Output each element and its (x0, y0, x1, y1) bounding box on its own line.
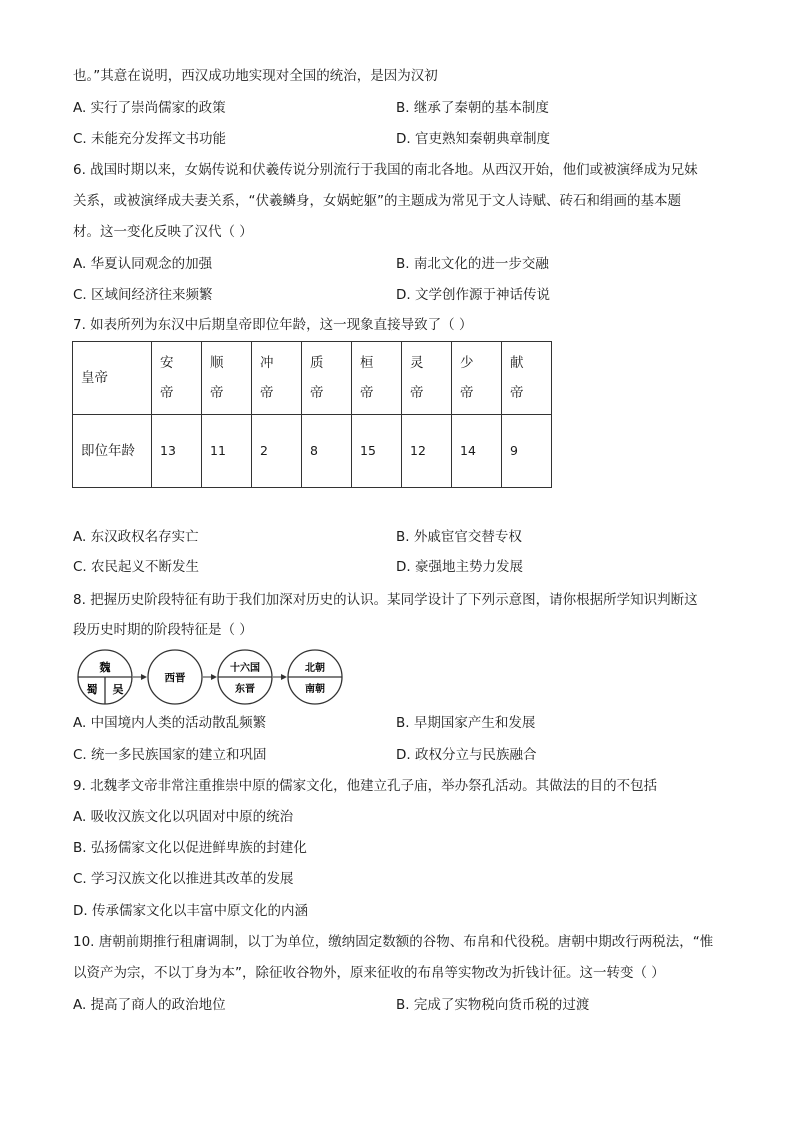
q8-stem-line-1: 8. 把握历史阶段特征有助于我们加深对历史的认识。某同学设计了下列示意图，请你根据所学知识判断这 (73, 592, 698, 608)
q10-option-a[interactable]: A. 提高了商人的政治地位 (73, 997, 226, 1013)
q6-stem-line-2: 关系，或被演绎成夫妻关系，“伏羲鳞身，女娲蛇躯”的主题成为常见于文人诗赋、砖石和绢画的基本题 (73, 193, 681, 209)
label-western-jin: 西晋 (164, 672, 186, 684)
q8-option-d[interactable]: D. 政权分立与民族融合 (396, 747, 537, 763)
q10-stem-line-1: 10. 唐朝前期推行租庸调制，以丁为单位，缴纳固定数额的谷物、布帛和代役税。唐朝中期改行两税法，“惟 (73, 934, 714, 950)
q5-options-row-2 (73, 129, 733, 149)
table-cell-emperor: 冲帝 (252, 342, 302, 415)
label-eastern-jin: 东晋 (235, 684, 255, 695)
q9-option-c[interactable]: C. 学习汉族文化以推进其改革的发展 (73, 871, 294, 887)
q7-options-row-2 (73, 557, 733, 577)
q5-options-row-1 (73, 98, 733, 118)
q9-option-d[interactable]: D. 传承儒家文化以丰富中原文化的内涵 (73, 903, 308, 919)
table-cell-emperor: 安帝 (152, 342, 202, 415)
q8-option-b[interactable]: B. 早期国家产生和发展 (396, 715, 536, 731)
q6-option-a[interactable]: A. 华夏认同观念的加强 (73, 256, 213, 272)
q7-option-a[interactable]: A. 东汉政权名存实亡 (73, 529, 199, 545)
q7-option-b[interactable]: B. 外戚宦官交替专权 (396, 529, 522, 545)
q6-stem-line-1: 6. 战国时期以来，女娲传说和伏羲传说分别流行于我国的南北各地。从西汉开始，他们或被演绎成为兄妹 (73, 162, 698, 178)
q7-option-c[interactable]: C. 农民起义不断发生 (73, 559, 200, 575)
q10-options-row-1 (73, 995, 733, 1015)
table-cell-emperor: 献帝 (502, 342, 552, 415)
q7-options-row-1 (73, 527, 733, 547)
emperor-age-table (72, 341, 552, 488)
table-cell-age: 2 (252, 415, 302, 488)
table-cell-age: 9 (502, 415, 552, 488)
circle-north-south-dynasties (288, 650, 342, 704)
q10-stem-line-2: 以资产为宗，不以丁身为本”，除征收谷物外，原来征收的布帛等实物改为折钱计征。这一转变（ ） (73, 965, 665, 981)
table-cell-age: 15 (352, 415, 402, 488)
table-cell-emperor: 少帝 (452, 342, 502, 415)
table-cell-age: 11 (202, 415, 252, 488)
table-row-ages (73, 415, 552, 488)
circle-western-jin (148, 650, 202, 704)
q8-options-row-2 (73, 745, 733, 765)
q6-option-d[interactable]: D. 文学创作源于神话传说 (396, 287, 550, 303)
label-sixteen-kingdoms: 十六国 (230, 663, 260, 674)
q6-options-row-1 (73, 254, 733, 274)
q7-stem: 7. 如表所列为东汉中后期皇帝即位年龄，这一现象直接导致了（ ） (73, 317, 473, 333)
q6-option-b[interactable]: B. 南北文化的进一步交融 (396, 256, 549, 272)
label-northern-dynasties: 北朝 (305, 663, 325, 674)
q8-options-row-1 (73, 713, 733, 733)
q9-option-b[interactable]: B. 弘扬儒家文化以促进鲜卑族的封建化 (73, 840, 307, 856)
q6-options-row-2 (73, 285, 733, 305)
q5-option-d[interactable]: D. 官吏熟知秦朝典章制度 (396, 131, 550, 147)
label-wei: 魏 (99, 661, 111, 674)
q9-stem: 9. 北魏孝文帝非常注重推崇中原的儒家文化，他建立孔子庙，举办祭孔活动。其做法的目的不包括 (73, 778, 658, 794)
q6-option-c[interactable]: C. 区域间经济往来频繁 (73, 287, 213, 303)
q7-option-d[interactable]: D. 豪强地主势力发展 (396, 559, 523, 575)
q5-option-b[interactable]: B. 继承了秦朝的基本制度 (396, 100, 549, 116)
table-cell-emperor: 灵帝 (402, 342, 452, 415)
circle-sixteen-kingdoms-eastern-jin (218, 650, 272, 704)
intro-line: 也。”其意在说明，西汉成功地实现对全国的统治，是因为汉初 (73, 68, 438, 84)
table-header-age: 即位年龄 (73, 415, 152, 488)
q9-option-a[interactable]: A. 吸收汉族文化以巩固对中原的统治 (73, 809, 294, 825)
table-cell-emperor: 顺帝 (202, 342, 252, 415)
q5-option-a[interactable]: A. 实行了崇尚儒家的政策 (73, 100, 226, 116)
dynasty-flow-diagram (72, 649, 362, 705)
label-wu: 吴 (112, 683, 124, 696)
label-southern-dynasties: 南朝 (305, 684, 325, 695)
table-cell-age: 12 (402, 415, 452, 488)
table-cell-age: 13 (152, 415, 202, 488)
q10-option-b[interactable]: B. 完成了实物税向货币税的过渡 (396, 997, 590, 1013)
table-cell-emperor: 质帝 (302, 342, 352, 415)
table-cell-age: 8 (302, 415, 352, 488)
label-shu: 蜀 (86, 683, 98, 696)
q8-option-c[interactable]: C. 统一多民族国家的建立和巩固 (73, 747, 267, 763)
q6-stem-line-3: 材。这一变化反映了汉代（ ） (73, 224, 253, 240)
table-row-emperors (73, 342, 552, 415)
table-cell-emperor: 桓帝 (352, 342, 402, 415)
table-cell-age: 14 (452, 415, 502, 488)
q8-option-a[interactable]: A. 中国境内人类的活动散乱频繁 (73, 715, 267, 731)
circle-three-kingdoms (78, 650, 132, 704)
q5-option-c[interactable]: C. 未能充分发挥文书功能 (73, 131, 227, 147)
table-header-emperor: 皇帝 (73, 342, 152, 415)
q8-stem-line-2: 段历史时期的阶段特征是（ ） (73, 622, 253, 638)
